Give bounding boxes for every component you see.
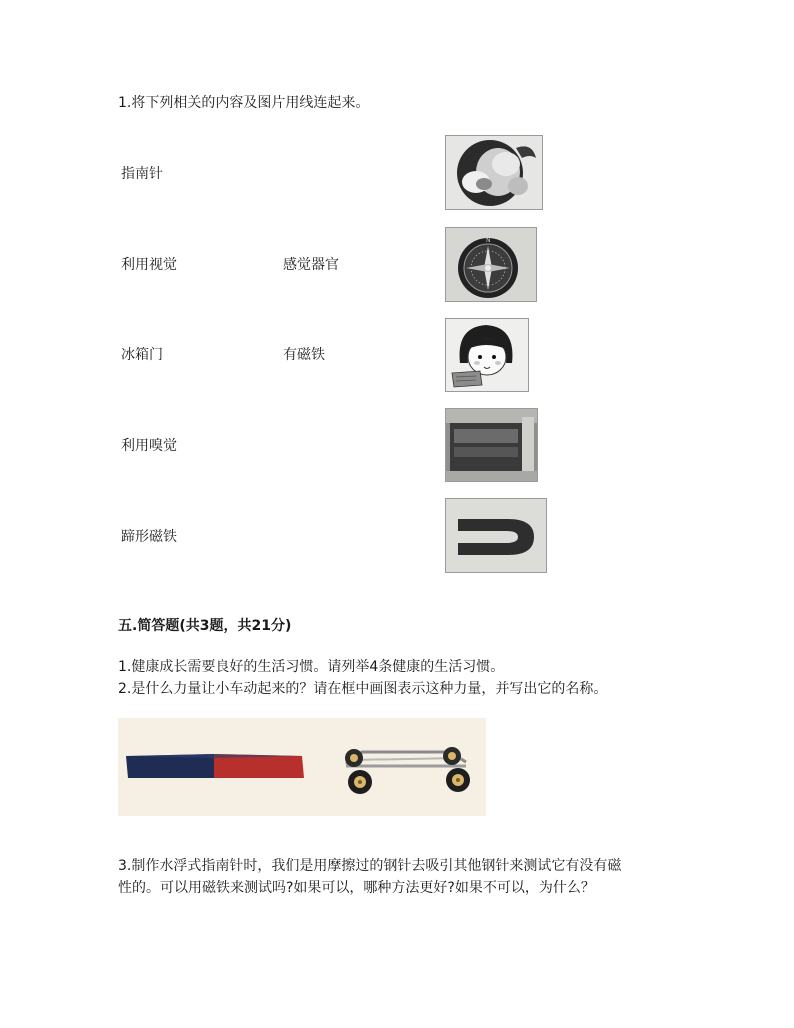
- section-heading: 五.简答题(共3题，共21分): [118, 618, 292, 634]
- middle-item-has-magnet: 有磁铁: [283, 347, 325, 363]
- left-item-compass: 指南针: [121, 166, 163, 182]
- matching-instruction: 1.将下列相关的内容及图片用线连起来。: [118, 95, 370, 111]
- question-1: 1.健康成长需要良好的生活习惯。请列举4条健康的生活习惯。: [118, 659, 505, 675]
- left-item-fridge-door: 冰箱门: [121, 347, 163, 363]
- magnet-and-car-image: [118, 718, 486, 816]
- person-smelling-photo: [445, 135, 543, 210]
- bar-magnet: [126, 754, 304, 778]
- left-item-vision: 利用视觉: [121, 257, 177, 273]
- question-3-line-2: 性的。可以用磁铁来测试吗?如果可以，哪种方法更好?如果不可以，为什么？: [118, 880, 595, 896]
- compass-photo: [445, 227, 537, 302]
- question-2: 2.是什么力量让小车动起来的？请在框中画图表示这种力量，并写出它的名称。: [118, 681, 608, 697]
- left-item-smell: 利用嗅觉: [121, 438, 177, 454]
- horseshoe-magnet-photo: [445, 498, 547, 573]
- left-item-horseshoe-magnet: 蹄形磁铁: [121, 529, 177, 545]
- middle-item-sense-organ: 感觉器官: [283, 257, 339, 273]
- svg-text:N: N: [486, 237, 491, 244]
- question-3-line-1: 3.制作水浮式指南针时，我们是用摩擦过的钢针去吸引其他钢针来测试它有没有磁: [118, 858, 622, 874]
- girl-face-drawing: [445, 318, 529, 392]
- fridge-door-photo: [445, 408, 538, 482]
